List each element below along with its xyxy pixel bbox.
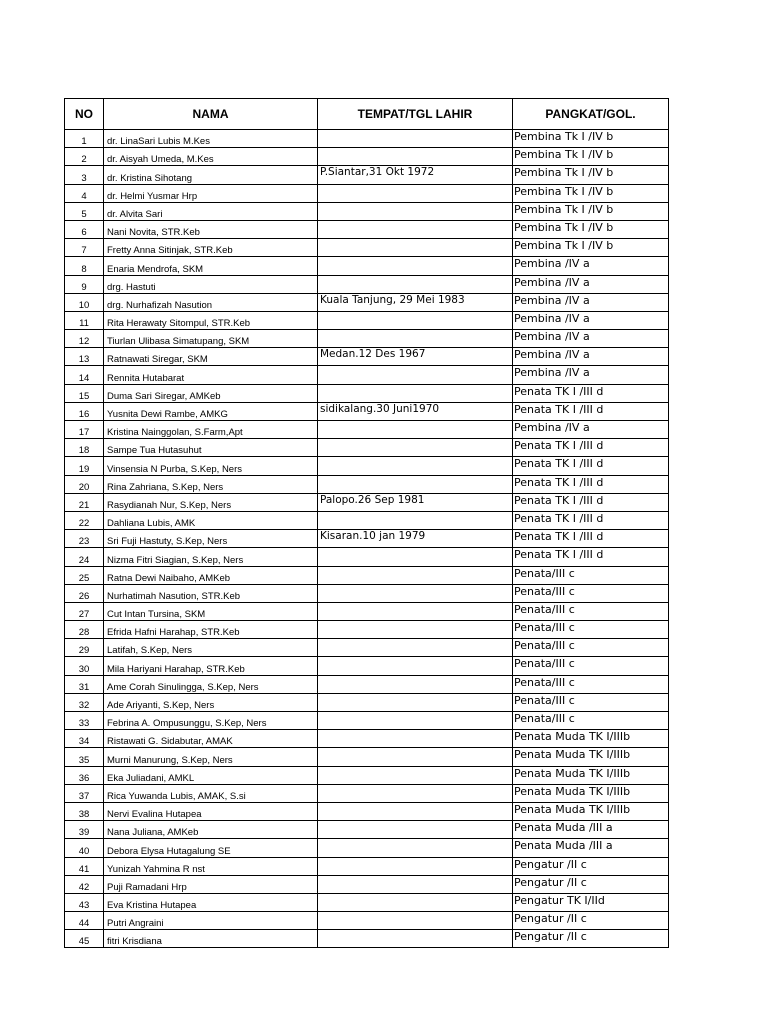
cell-tempat-tgl-lahir (318, 511, 513, 529)
header-pangkat-gol: PANGKAT/GOL. (513, 99, 669, 130)
cell-nama: Ratna Dewi Naibaho, AMKeb (104, 566, 318, 584)
cell-tempat-tgl-lahir (318, 330, 513, 348)
cell-pangkat-gol: Pembina Tk I /IV b (513, 166, 669, 184)
cell-tempat-tgl-lahir (318, 548, 513, 566)
cell-pangkat-gol: Pembina Tk I /IV b (513, 202, 669, 220)
table-row (65, 166, 669, 184)
header-no: NO (65, 99, 104, 130)
cell-no: 38 (65, 802, 104, 820)
table-row (65, 475, 669, 493)
cell-tempat-tgl-lahir (318, 311, 513, 329)
cell-no: 33 (65, 712, 104, 730)
cell-tempat-tgl-lahir (318, 875, 513, 893)
cell-nama: Tiurlan Ulibasa Simatupang, SKM (104, 330, 318, 348)
cell-tempat-tgl-lahir (318, 802, 513, 820)
cell-nama: Ame Corah Sinulingga, S.Kep, Ners (104, 675, 318, 693)
cell-pangkat-gol: Penata Muda TK I/IIIb (513, 802, 669, 820)
cell-no: 39 (65, 821, 104, 839)
cell-nama: drg. Hastuti (104, 275, 318, 293)
cell-no: 44 (65, 912, 104, 930)
cell-nama: Eka Juliadani, AMKL (104, 766, 318, 784)
table-row (65, 712, 669, 730)
cell-pangkat-gol: Pembina /IV a (513, 348, 669, 366)
cell-nama: dr. Kristina Sihotang (104, 166, 318, 184)
cell-pangkat-gol: Penata TK I /III d (513, 439, 669, 457)
cell-no: 45 (65, 930, 104, 948)
cell-tempat-tgl-lahir (318, 730, 513, 748)
cell-pangkat-gol: Pengatur /II c (513, 912, 669, 930)
cell-no: 14 (65, 366, 104, 384)
cell-no: 30 (65, 657, 104, 675)
cell-nama: Nervi Evalina Hutapea (104, 802, 318, 820)
cell-nama: Puji Ramadani Hrp (104, 875, 318, 893)
cell-nama: Ade Ariyanti, S.Kep, Ners (104, 693, 318, 711)
cell-tempat-tgl-lahir: Kisaran.10 jan 1979 (318, 530, 513, 548)
cell-pangkat-gol: Penata/III c (513, 693, 669, 711)
cell-tempat-tgl-lahir (318, 893, 513, 911)
table-row (65, 421, 669, 439)
header-tempat-tgl-lahir: TEMPAT/TGL LAHIR (318, 99, 513, 130)
cell-no: 43 (65, 893, 104, 911)
cell-no: 3 (65, 166, 104, 184)
cell-no: 22 (65, 511, 104, 529)
cell-no: 32 (65, 693, 104, 711)
cell-nama: Rita Herawaty Sitompul, STR.Keb (104, 311, 318, 329)
cell-pangkat-gol: Pembina /IV a (513, 275, 669, 293)
cell-nama: fitri Krisdiana (104, 930, 318, 948)
header-nama: NAMA (104, 99, 318, 130)
table-row (65, 875, 669, 893)
table-row (65, 693, 669, 711)
cell-pangkat-gol: Pembina /IV a (513, 330, 669, 348)
cell-no: 34 (65, 730, 104, 748)
cell-pangkat-gol: Penata/III c (513, 639, 669, 657)
cell-tempat-tgl-lahir (318, 239, 513, 257)
cell-pangkat-gol: Penata/III c (513, 584, 669, 602)
table-row (65, 748, 669, 766)
table-row (65, 311, 669, 329)
cell-tempat-tgl-lahir (318, 930, 513, 948)
cell-no: 11 (65, 311, 104, 329)
cell-no: 8 (65, 257, 104, 275)
cell-pangkat-gol: Penata Muda TK I/IIIb (513, 748, 669, 766)
table-row (65, 275, 669, 293)
table-row (65, 130, 669, 148)
cell-no: 36 (65, 766, 104, 784)
cell-pangkat-gol: Pembina /IV a (513, 257, 669, 275)
table-row (65, 657, 669, 675)
table-row (65, 148, 669, 166)
cell-tempat-tgl-lahir: P.Siantar,31 Okt 1972 (318, 166, 513, 184)
cell-tempat-tgl-lahir (318, 639, 513, 657)
cell-nama: Duma Sari Siregar, AMKeb (104, 384, 318, 402)
cell-no: 40 (65, 839, 104, 857)
cell-nama: Latifah, S.Kep, Ners (104, 639, 318, 657)
cell-tempat-tgl-lahir: Kuala Tanjung, 29 Mei 1983 (318, 293, 513, 311)
table-row (65, 330, 669, 348)
cell-tempat-tgl-lahir (318, 184, 513, 202)
cell-tempat-tgl-lahir (318, 912, 513, 930)
cell-tempat-tgl-lahir (318, 621, 513, 639)
cell-no: 28 (65, 621, 104, 639)
table-row (65, 602, 669, 620)
cell-nama: Kristina Nainggolan, S.Farm,Apt (104, 421, 318, 439)
cell-nama: Dahliana Lubis, AMK (104, 511, 318, 529)
cell-nama: Rasydianah Nur, S.Kep, Ners (104, 493, 318, 511)
header-row (65, 99, 669, 130)
cell-no: 12 (65, 330, 104, 348)
cell-nama: Enaria Mendrofa, SKM (104, 257, 318, 275)
cell-nama: Efrida Hafni Harahap, STR.Keb (104, 621, 318, 639)
cell-no: 42 (65, 875, 104, 893)
cell-tempat-tgl-lahir (318, 275, 513, 293)
cell-nama: Putri Angraini (104, 912, 318, 930)
cell-nama: dr. LinaSari Lubis M.Kes (104, 130, 318, 148)
cell-pangkat-gol: Penata Muda TK I/IIIb (513, 730, 669, 748)
cell-tempat-tgl-lahir (318, 693, 513, 711)
table-row (65, 530, 669, 548)
cell-tempat-tgl-lahir (318, 657, 513, 675)
table-row (65, 493, 669, 511)
table-row (65, 366, 669, 384)
table-row (65, 930, 669, 948)
cell-no: 35 (65, 748, 104, 766)
cell-tempat-tgl-lahir (318, 766, 513, 784)
cell-nama: Nurhatimah Nasution, STR.Keb (104, 584, 318, 602)
cell-pangkat-gol: Penata TK I /III d (513, 493, 669, 511)
cell-tempat-tgl-lahir: Medan.12 Des 1967 (318, 348, 513, 366)
cell-tempat-tgl-lahir (318, 839, 513, 857)
cell-tempat-tgl-lahir (318, 148, 513, 166)
cell-no: 9 (65, 275, 104, 293)
table-row (65, 511, 669, 529)
cell-no: 16 (65, 402, 104, 420)
cell-no: 31 (65, 675, 104, 693)
cell-nama: Ristawati G. Sidabutar, AMAK (104, 730, 318, 748)
cell-nama: Fretty Anna Sitinjak, STR.Keb (104, 239, 318, 257)
cell-no: 15 (65, 384, 104, 402)
cell-pangkat-gol: Pembina /IV a (513, 366, 669, 384)
cell-pangkat-gol: Penata/III c (513, 675, 669, 693)
cell-tempat-tgl-lahir (318, 675, 513, 693)
table-body (65, 130, 669, 948)
cell-no: 29 (65, 639, 104, 657)
table-row (65, 893, 669, 911)
cell-nama: dr. Aisyah Umeda, M.Kes (104, 148, 318, 166)
cell-nama: Nani Novita, STR.Keb (104, 220, 318, 238)
cell-nama: Yunizah Yahmina R nst (104, 857, 318, 875)
table-row (65, 802, 669, 820)
cell-pangkat-gol: Penata TK I /III d (513, 384, 669, 402)
cell-tempat-tgl-lahir (318, 784, 513, 802)
table-row (65, 566, 669, 584)
cell-no: 18 (65, 439, 104, 457)
cell-tempat-tgl-lahir (318, 748, 513, 766)
cell-tempat-tgl-lahir (318, 384, 513, 402)
cell-tempat-tgl-lahir (318, 857, 513, 875)
cell-no: 25 (65, 566, 104, 584)
cell-pangkat-gol: Pengatur /II c (513, 857, 669, 875)
cell-tempat-tgl-lahir (318, 475, 513, 493)
table-row (65, 621, 669, 639)
cell-nama: Nizma Fitri Siagian, S.Kep, Ners (104, 548, 318, 566)
cell-no: 10 (65, 293, 104, 311)
cell-nama: Ratnawati Siregar, SKM (104, 348, 318, 366)
cell-tempat-tgl-lahir (318, 821, 513, 839)
cell-pangkat-gol: Pembina /IV a (513, 311, 669, 329)
cell-tempat-tgl-lahir (318, 130, 513, 148)
cell-pangkat-gol: Penata Muda TK I/IIIb (513, 784, 669, 802)
table-row (65, 730, 669, 748)
cell-pangkat-gol: Penata Muda /III a (513, 821, 669, 839)
cell-pangkat-gol: Penata TK I /III d (513, 402, 669, 420)
cell-nama: Sri Fuji Hastuty, S.Kep, Ners (104, 530, 318, 548)
cell-no: 27 (65, 602, 104, 620)
cell-nama: Mila Hariyani Harahap, STR.Keb (104, 657, 318, 675)
table-row (65, 202, 669, 220)
cell-no: 17 (65, 421, 104, 439)
table-row (65, 220, 669, 238)
cell-pangkat-gol: Pembina Tk I /IV b (513, 130, 669, 148)
cell-pangkat-gol: Pembina Tk I /IV b (513, 239, 669, 257)
cell-nama: Vinsensia N Purba, S.Kep, Ners (104, 457, 318, 475)
cell-tempat-tgl-lahir (318, 366, 513, 384)
cell-pangkat-gol: Pembina Tk I /IV b (513, 148, 669, 166)
cell-pangkat-gol: Penata/III c (513, 657, 669, 675)
table-row (65, 784, 669, 802)
cell-pangkat-gol: Penata Muda TK I/IIIb (513, 766, 669, 784)
cell-no: 21 (65, 493, 104, 511)
cell-pangkat-gol: Penata/III c (513, 602, 669, 620)
cell-nama: Rina Zahriana, S.Kep, Ners (104, 475, 318, 493)
cell-pangkat-gol: Penata TK I /III d (513, 475, 669, 493)
cell-tempat-tgl-lahir (318, 257, 513, 275)
cell-tempat-tgl-lahir (318, 602, 513, 620)
cell-no: 23 (65, 530, 104, 548)
table-row (65, 675, 669, 693)
cell-no: 13 (65, 348, 104, 366)
table-row (65, 402, 669, 420)
cell-no: 1 (65, 130, 104, 148)
cell-pangkat-gol: Penata/III c (513, 621, 669, 639)
table-row (65, 821, 669, 839)
cell-tempat-tgl-lahir (318, 439, 513, 457)
cell-no: 2 (65, 148, 104, 166)
table-row (65, 912, 669, 930)
cell-nama: Murni Manurung, S.Kep, Ners (104, 748, 318, 766)
table-row (65, 839, 669, 857)
table-row (65, 584, 669, 602)
table-row (65, 184, 669, 202)
cell-nama: Debora Elysa Hutagalung SE (104, 839, 318, 857)
cell-pangkat-gol: Pembina /IV a (513, 421, 669, 439)
cell-pangkat-gol: Pembina /IV a (513, 293, 669, 311)
cell-pangkat-gol: Penata TK I /III d (513, 548, 669, 566)
table-row (65, 548, 669, 566)
cell-pangkat-gol: Pembina Tk I /IV b (513, 220, 669, 238)
table-row (65, 766, 669, 784)
cell-tempat-tgl-lahir (318, 220, 513, 238)
cell-nama: Eva Kristina Hutapea (104, 893, 318, 911)
table-header (65, 99, 669, 130)
cell-nama: Yusnita Dewi Rambe, AMKG (104, 402, 318, 420)
cell-no: 37 (65, 784, 104, 802)
cell-tempat-tgl-lahir (318, 421, 513, 439)
table-row (65, 457, 669, 475)
cell-pangkat-gol: Penata/III c (513, 712, 669, 730)
cell-no: 7 (65, 239, 104, 257)
cell-no: 4 (65, 184, 104, 202)
cell-tempat-tgl-lahir (318, 712, 513, 730)
cell-no: 24 (65, 548, 104, 566)
cell-tempat-tgl-lahir (318, 457, 513, 475)
table-row (65, 348, 669, 366)
cell-pangkat-gol: Penata TK I /III d (513, 457, 669, 475)
cell-tempat-tgl-lahir (318, 584, 513, 602)
table-row (65, 257, 669, 275)
table-row (65, 639, 669, 657)
cell-pangkat-gol: Pengatur /II c (513, 875, 669, 893)
table-row (65, 384, 669, 402)
cell-no: 19 (65, 457, 104, 475)
cell-nama: Rica Yuwanda Lubis, AMAK, S.si (104, 784, 318, 802)
employee-table (64, 98, 669, 948)
table-row (65, 439, 669, 457)
cell-pangkat-gol: Pengatur TK I/IId (513, 893, 669, 911)
cell-pangkat-gol: Pengatur /II c (513, 930, 669, 948)
cell-nama: Nana Juliana, AMKeb (104, 821, 318, 839)
cell-no: 26 (65, 584, 104, 602)
cell-nama: drg. Nurhafizah Nasution (104, 293, 318, 311)
cell-nama: Febrina A. Ompusunggu, S.Kep, Ners (104, 712, 318, 730)
cell-nama: Cut Intan Tursina, SKM (104, 602, 318, 620)
cell-pangkat-gol: Penata TK I /III d (513, 530, 669, 548)
cell-pangkat-gol: Penata Muda /III a (513, 839, 669, 857)
cell-pangkat-gol: Penata/III c (513, 566, 669, 584)
cell-nama: Rennita Hutabarat (104, 366, 318, 384)
cell-nama: dr. Helmi Yusmar Hrp (104, 184, 318, 202)
table-row (65, 857, 669, 875)
cell-no: 5 (65, 202, 104, 220)
cell-pangkat-gol: Penata TK I /III d (513, 511, 669, 529)
cell-nama: Sampe Tua Hutasuhut (104, 439, 318, 457)
cell-tempat-tgl-lahir (318, 202, 513, 220)
table-row (65, 239, 669, 257)
cell-tempat-tgl-lahir (318, 566, 513, 584)
cell-tempat-tgl-lahir: Palopo.26 Sep 1981 (318, 493, 513, 511)
cell-no: 6 (65, 220, 104, 238)
cell-no: 20 (65, 475, 104, 493)
cell-no: 41 (65, 857, 104, 875)
cell-nama: dr. Alvita Sari (104, 202, 318, 220)
table-row (65, 293, 669, 311)
cell-tempat-tgl-lahir: sidikalang.30 Juni1970 (318, 402, 513, 420)
cell-pangkat-gol: Pembina Tk I /IV b (513, 184, 669, 202)
